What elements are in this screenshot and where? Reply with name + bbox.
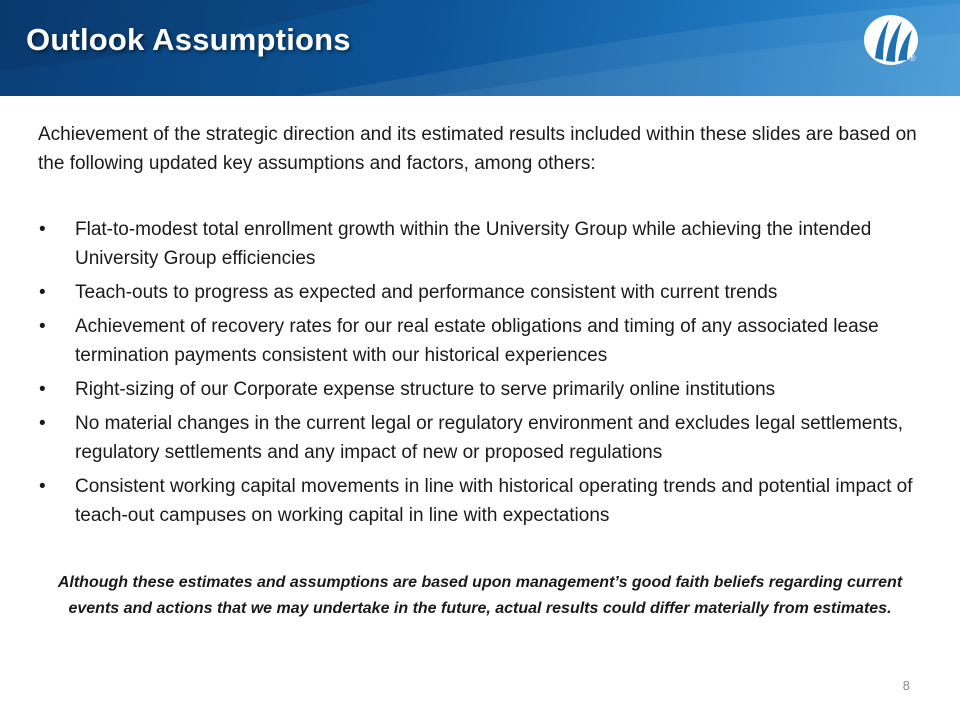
slide-title: Outlook Assumptions (26, 22, 351, 57)
list-item-text: Achievement of recovery rates for our real estate obligations and timing of any associated lease termination payments consistent with our historical experiences (75, 316, 879, 366)
list-item-text: Teach-outs to progress as expected and performance consistent with current trends (75, 282, 778, 303)
bullet-icon: • (39, 379, 46, 400)
assumption-list (38, 215, 922, 535)
list-item (38, 215, 922, 273)
disclaimer-note: Although these estimates and assumptions are based upon management’s good faith beliefs regarding current events and actions that we may undertake in the future, actual results could differ materially from estimates. (57, 574, 903, 617)
bullet-icon: • (39, 316, 46, 337)
list-item-text: Right-sizing of our Corporate expense structure to serve primarily online institutions (75, 379, 776, 400)
list-item-text: Consistent working capital movements in line with historical operating trends and potential impact of teach-out campuses on working capital in line with expectations (75, 476, 913, 526)
list-item-text: Flat-to-modest total enrollment growth within the University Group while achieving the intended University Group efficiencies (75, 219, 872, 269)
header-banner (0, 0, 960, 96)
list-item (38, 312, 922, 370)
intro-paragraph: Achievement of the strategic direction and its estimated results included within these slides are based on the following updated key assumptions and factors, among others: (38, 124, 917, 174)
list-item (38, 472, 922, 530)
list-item (38, 409, 922, 467)
bullet-icon: • (39, 413, 46, 434)
list-item (38, 375, 922, 404)
page-number: 8 (902, 678, 910, 693)
registered-mark: ® (909, 53, 916, 63)
list-item-text: No material changes in the current legal or regulatory environment and excludes legal settlements, regulatory settlements and any impact of new or proposed regulations (75, 413, 904, 463)
bullet-icon: • (39, 476, 46, 497)
bullet-icon: • (39, 219, 46, 240)
list-item (38, 278, 922, 307)
bullet-icon: • (39, 282, 46, 303)
